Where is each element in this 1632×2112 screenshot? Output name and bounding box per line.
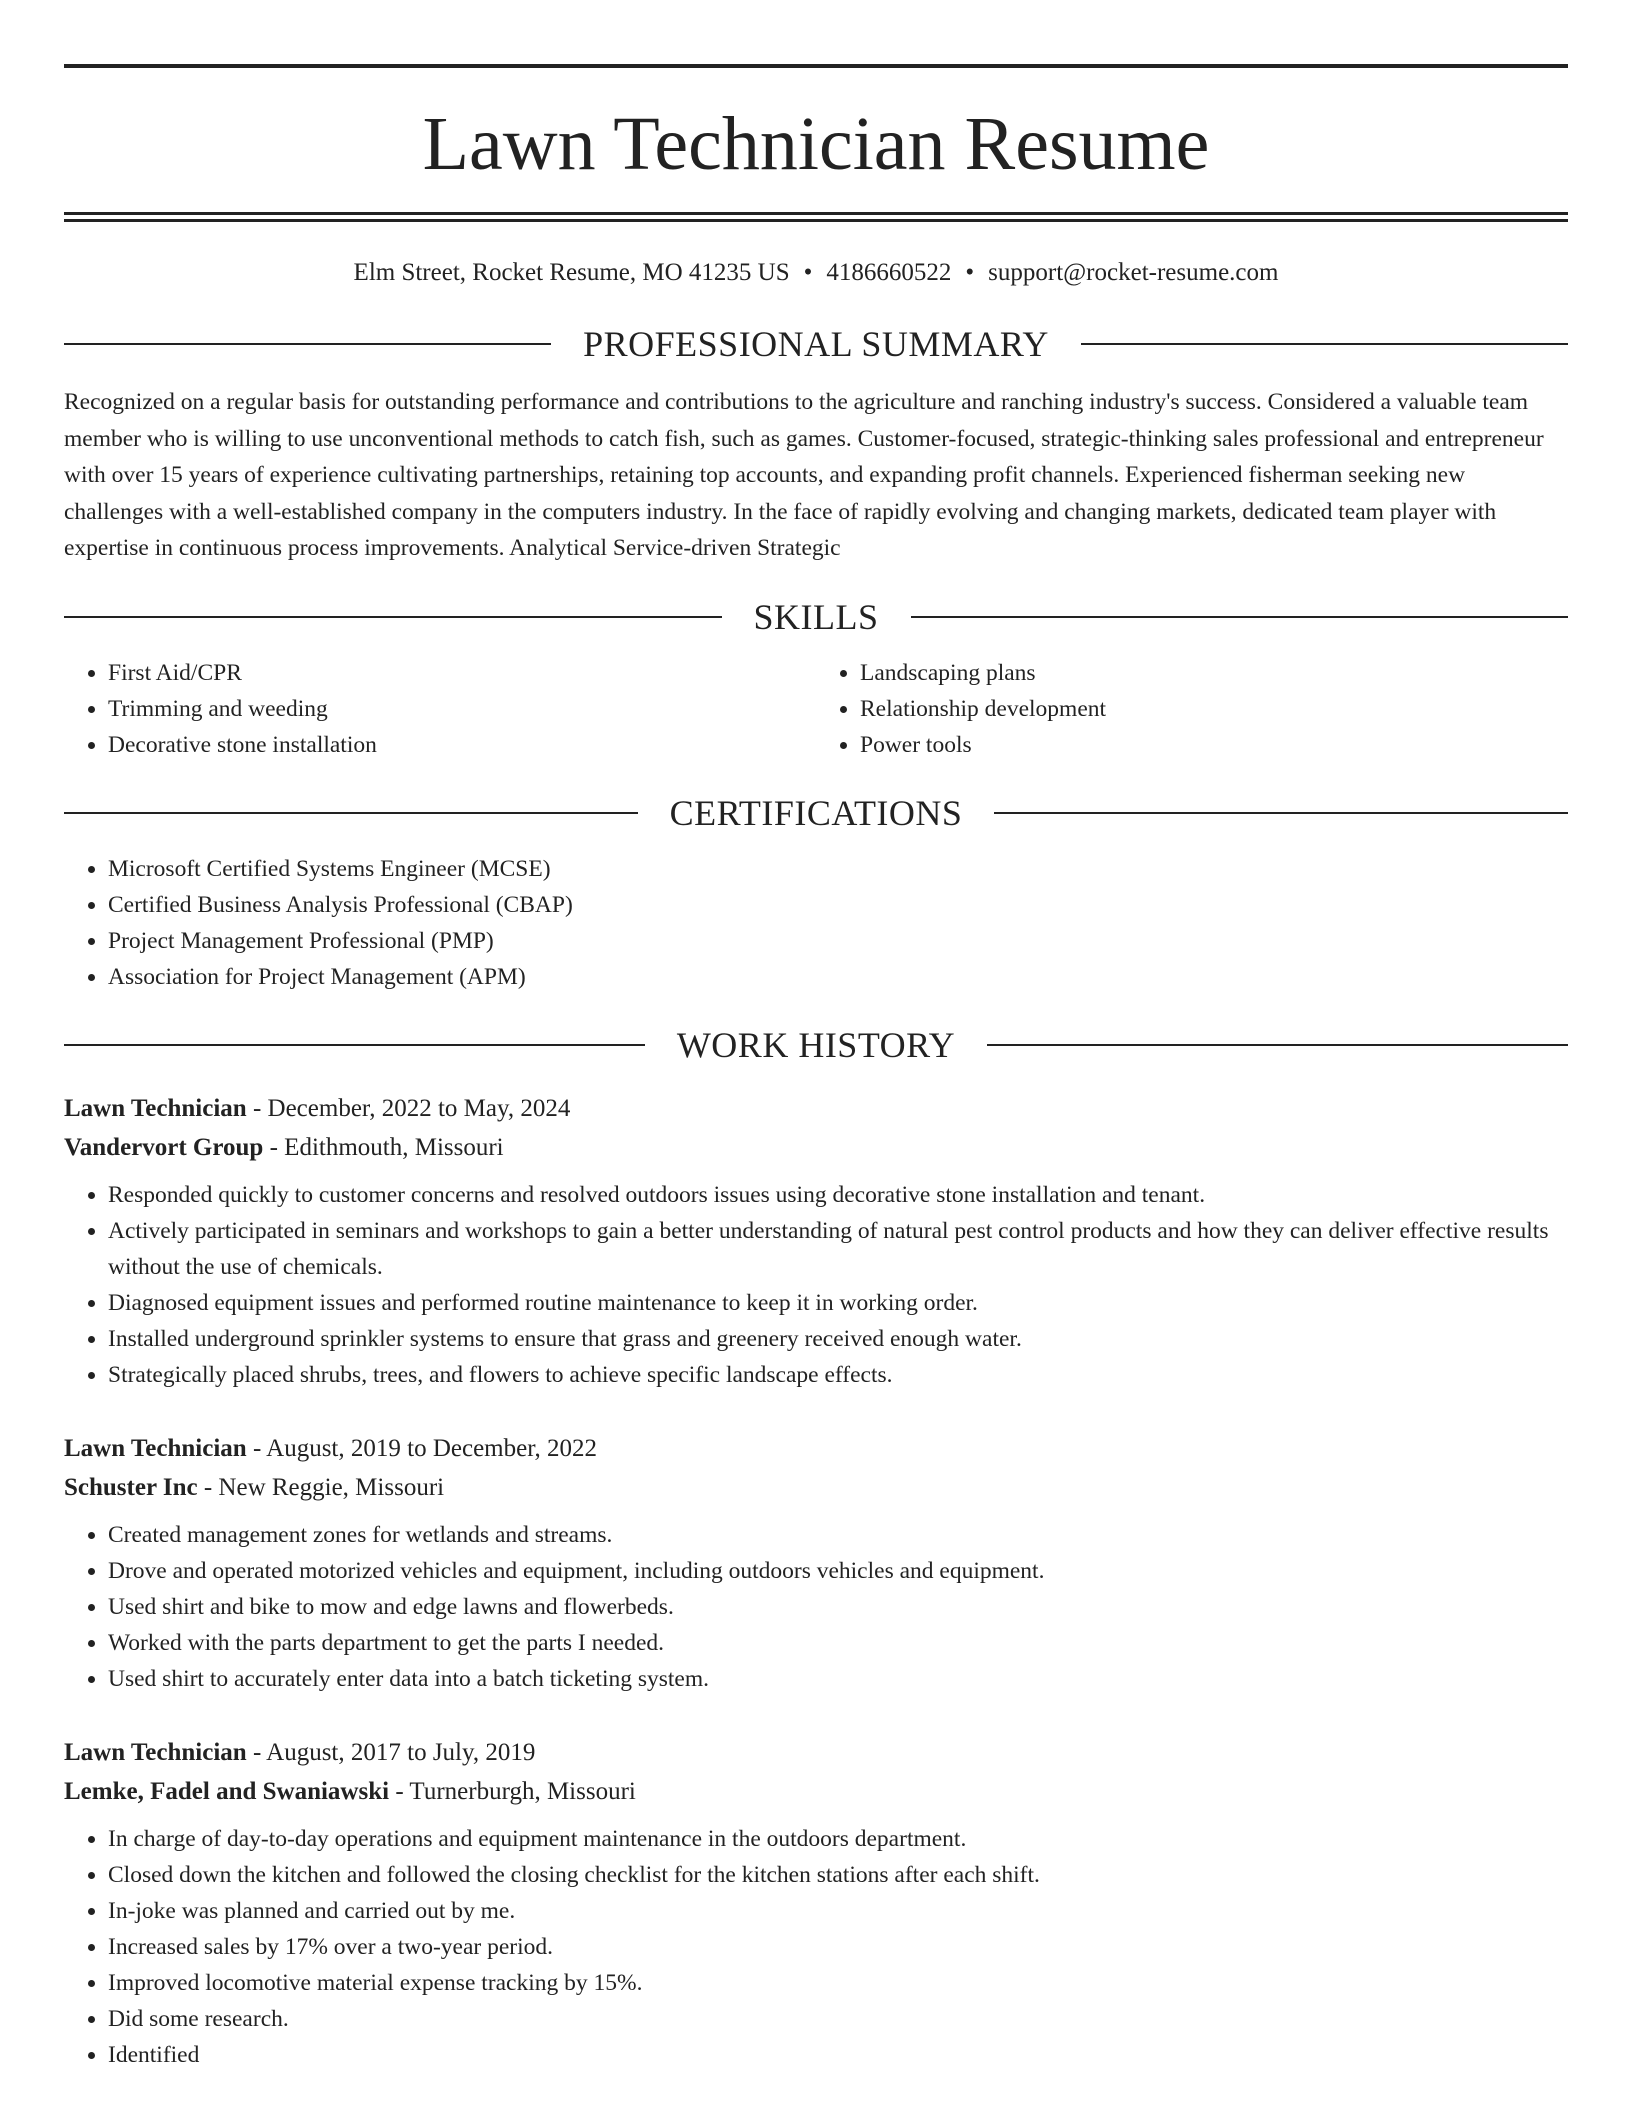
certification-item: • Microsoft Certified Systems Engineer (MCSE) [108,851,1568,887]
skills-heading-label: SKILLS [753,596,879,637]
contact-email: support@rocket-resume.com [988,259,1279,286]
job-entry [64,1089,1568,1393]
heading-rule [911,616,1569,618]
contact-phone: 4186660522 [826,259,952,286]
skill-item: • Decorative stone installation [108,727,816,763]
job-company-line [64,1468,1568,1507]
job-bullet: • Created management zones for wetlands and streams. [108,1517,1568,1553]
title-double-rule [64,212,1568,222]
heading-rule [1081,343,1568,345]
job-bullets [64,1821,1568,2073]
work-history-heading-label: WORK HISTORY [676,1024,956,1065]
job-bullet: • Used shirt to accurately enter data into a batch ticketing system. [108,1661,1568,1697]
job-location: - Edithmouth, Missouri [263,1133,504,1161]
job-bullets [64,1517,1568,1697]
job-bullet: • Increased sales by 17% over a two-year period. [108,1929,1568,1965]
top-rule [64,64,1568,68]
contact-address: Elm Street, Rocket Resume, MO 41235 US [353,259,790,286]
job-company: Schuster Inc [64,1473,198,1501]
skill-item: • First Aid/CPR [108,655,816,691]
job-bullet: • Did some research. [108,2001,1568,2037]
contact-separator: • [965,259,975,286]
summary-heading [64,324,1568,364]
job-bullet: • Diagnosed equipment issues and performed routine maintenance to keep it in working order. [108,1285,1568,1321]
job-location: - New Reggie, Missouri [197,1473,445,1501]
job-dates: - August, 2019 to December, 2022 [246,1434,598,1462]
job-company: Vandervort Group [64,1133,264,1161]
job-bullet: • Actively participated in seminars and workshops to gain a better understanding of natural pest control products and how they can deliver effective results without the use of chemicals. [108,1213,1568,1285]
summary-text: Recognized on a regular basis for outstanding performance and contributions to the agriculture and ranching industry's success. Considered a valuable team member who is willing to use unconventional methods to catch fish, such as games. Customer-focused, strategic-thinking sales professional and entrepreneur with over 15 years of experience cultivating partnerships, retaining top accounts, and expanding profit channels. Experienced fisherman seeking new challenges with a well-established company in the computers industry. In the face of rapidly evolving and changing markets, dedicated team player with expertise in continuous process improvements. Analytical Service-driven Strategic [64,389,1544,561]
certifications-heading-label: CERTIFICATIONS [669,792,963,833]
job-bullet: • Used shirt and bike to mow and edge lawns and flowerbeds. [108,1589,1568,1625]
job-bullet: • Drove and operated motorized vehicles and equipment, including outdoors vehicles and equipment. [108,1553,1568,1589]
job-bullet: • Identified [108,2037,1568,2073]
heading-rule [64,616,722,618]
job-title-line [64,1733,1568,1772]
work-history-heading [64,1025,1568,1065]
certification-item: • Association for Project Management (APM) [108,959,1568,995]
job-location: - Turnerburgh, Missouri [389,1777,636,1805]
job-dates: - August, 2017 to July, 2019 [246,1738,536,1766]
job-title-line [64,1429,1568,1468]
heading-rule [64,343,551,345]
job-bullet: • Strategically placed shrubs, trees, and flowers to achieve specific landscape effects. [108,1357,1568,1393]
job-bullet: • Improved locomotive material expense tracking by 15%. [108,1965,1568,2001]
job-title: Lawn Technician [64,1094,247,1122]
job-bullets [64,1177,1568,1393]
job-bullet: • In-joke was planned and carried out by me. [108,1893,1568,1929]
skill-item: • Landscaping plans [860,655,1568,691]
job-title: Lawn Technician [64,1434,247,1462]
heading-rule [64,1044,645,1046]
resume-title: Lawn Technician Resume [422,102,1210,186]
job-bullet: • Responded quickly to customer concerns and resolved outdoors issues using decorative stone installation and tenant. [108,1177,1568,1213]
job-bullet: • In charge of day-to-day operations and equipment maintenance in the outdoors department. [108,1821,1568,1857]
skills-list-right [816,655,1568,763]
summary-heading-label: PROFESSIONAL SUMMARY [583,324,1049,364]
job-bullet: • Installed underground sprinkler systems to ensure that grass and greenery received enough water. [108,1321,1568,1357]
job-company-line [64,1772,1568,1811]
job-bullet: • Closed down the kitchen and followed the closing checklist for the kitchen stations after each shift. [108,1857,1568,1893]
job-bullet: • Worked with the parts department to get the parts I needed. [108,1625,1568,1661]
heading-rule [994,812,1568,814]
skills-grid [64,655,1568,763]
job-title-line [64,1089,1568,1128]
certification-item: • Certified Business Analysis Professional (CBAP) [108,887,1568,923]
certifications-heading [64,793,1568,833]
heading-rule [987,1044,1568,1046]
skills-heading [64,597,1568,637]
heading-rule [64,812,638,814]
skill-item: • Relationship development [860,691,1568,727]
resume-content [64,64,1568,2073]
skill-item: • Trimming and weeding [108,691,816,727]
job-title: Lawn Technician [64,1738,247,1766]
job-dates: - December, 2022 to May, 2024 [246,1094,571,1122]
skill-item: • Power tools [860,727,1568,763]
job-entry [64,1429,1568,1697]
job-company: Lemke, Fadel and Swaniawski [64,1777,390,1805]
certifications-list [64,851,1568,995]
contact-line [64,258,1568,288]
job-company-line [64,1128,1568,1167]
certification-item: • Project Management Professional (PMP) [108,923,1568,959]
job-entry [64,1733,1568,2073]
skills-list-left [64,655,816,763]
contact-separator: • [803,259,813,286]
